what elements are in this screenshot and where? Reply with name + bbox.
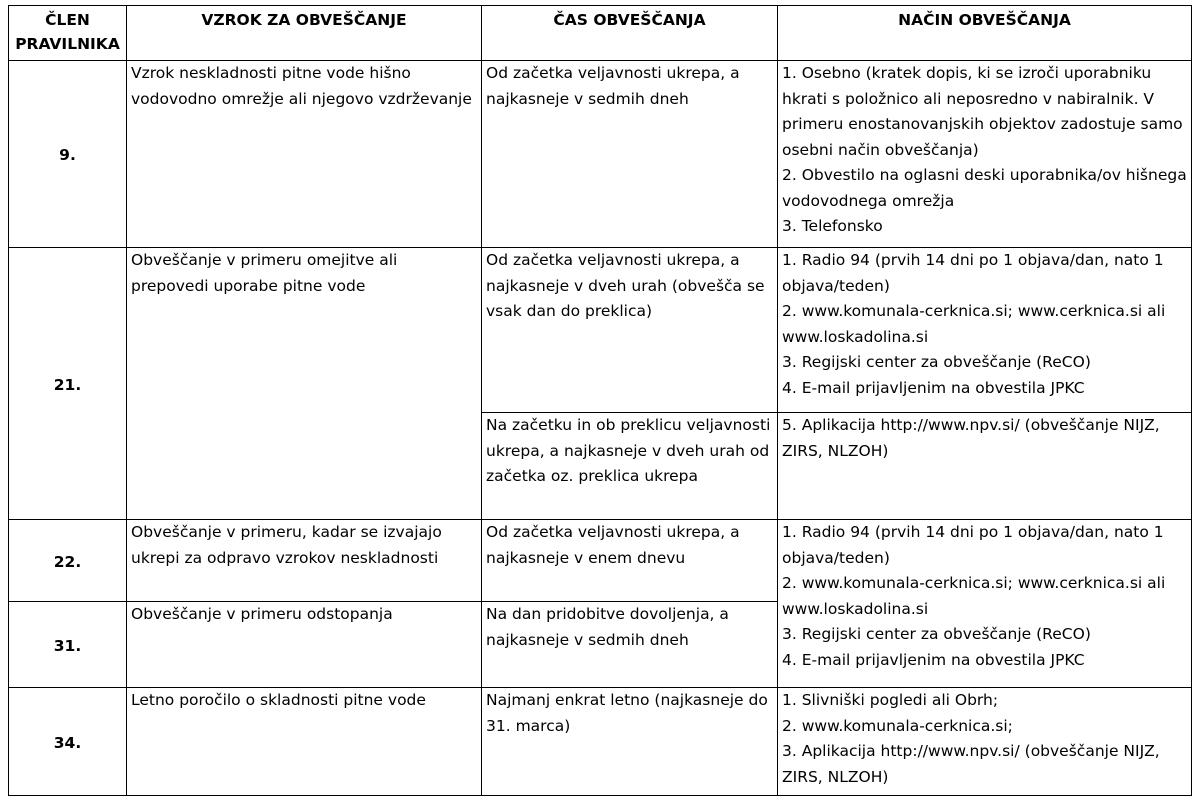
header-clen: ČLEN PRAVILNIKA (9, 6, 127, 61)
clen-cell (9, 688, 127, 796)
clen-number: 31. (53, 636, 82, 655)
vzrok-cell: Obveščanje v primeru, kadar se izvajajo ukrepi za odpravo vzrokov neskladnosti (127, 520, 482, 602)
clen-number: 9. (59, 146, 76, 165)
table-row (9, 248, 1192, 413)
header-vzrok: VZROK ZA OBVEŠČANJE (127, 6, 482, 61)
cas-cell: Od začetka veljavnosti ukrepa, a najkasneje v sedmih dneh (482, 61, 778, 248)
header-row (9, 6, 1192, 61)
clen-cell (9, 61, 127, 248)
cas-cell: Najmanj enkrat letno (najkasneje do 31. marca) (482, 688, 778, 796)
nacin-cell: 5. Aplikacija http://www.npv.si/ (obveščanje NIJZ, ZIRS, NLZOH) (778, 413, 1192, 520)
header-cas: ČAS OBVEŠČANJA (482, 6, 778, 61)
header-nacin: NAČIN OBVEŠČANJA (778, 6, 1192, 61)
nacin-cell: 1. Slivniški pogledi ali Obrh; 2. www.komunala-cerknica.si; 3. Aplikacija http://www.npv.si/ (obveščanje NIJZ, ZIRS, NLZOH) (778, 688, 1192, 796)
nacin-cell: 1. Radio 94 (prvih 14 dni po 1 objava/dan, nato 1 objava/teden) 2. www.komunala-cerknica.si; www.cerknica.si ali www.loskadolina.si 3. Regijski center za obveščanje (ReCO) 4. E-mail prijavljenim na obvestila JPKC (778, 520, 1192, 688)
clen-cell (9, 520, 127, 602)
cas-cell: Od začetka veljavnosti ukrepa, a najkasneje v dveh urah (obvešča se vsak dan do preklica) (482, 248, 778, 413)
clen-number: 34. (53, 733, 82, 752)
table-row (9, 61, 1192, 248)
vzrok-cell: Letno poročilo o skladnosti pitne vode (127, 688, 482, 796)
vzrok-cell: Obveščanje v primeru omejitve ali prepovedi uporabe pitne vode (127, 248, 482, 520)
cas-cell: Od začetka veljavnosti ukrepa, a najkasneje v enem dnevu (482, 520, 778, 602)
table-row (9, 688, 1192, 796)
nacin-cell: 1. Radio 94 (prvih 14 dni po 1 objava/dan, nato 1 objava/teden) 2. www.komunala-cerknica.si; www.cerknica.si ali www.loskadolina.si 3. Regijski center za obveščanje (ReCO) 4. E-mail prijavljenim na obvestila JPKC (778, 248, 1192, 413)
clen-cell (9, 602, 127, 688)
vzrok-cell: Vzrok neskladnosti pitne vode hišno vodovodno omrežje ali njegovo vzdrževanje (127, 61, 482, 248)
notification-table (8, 5, 1192, 796)
table-row (9, 520, 1192, 602)
cas-cell: Na začetku in ob preklicu veljavnosti ukrepa, a najkasneje v dveh urah od začetka oz. preklica ukrepa (482, 413, 778, 520)
clen-number: 22. (53, 552, 82, 571)
nacin-cell: 1. Osebno (kratek dopis, ki se izroči uporabniku hkrati s položnico ali neposredno v nabiralnik. V primeru enostanovanjskih objektov zadostuje samo osebni način obveščanja) 2. Obvestilo na oglasni deski uporabnika/ov hišnega vodovodnega omrežja 3. Telefonsko (778, 61, 1192, 248)
clen-cell (9, 248, 127, 520)
clen-number: 21. (53, 375, 82, 394)
vzrok-cell: Obveščanje v primeru odstopanja (127, 602, 482, 688)
cas-cell: Na dan pridobitve dovoljenja, a najkasneje v sedmih dneh (482, 602, 778, 688)
